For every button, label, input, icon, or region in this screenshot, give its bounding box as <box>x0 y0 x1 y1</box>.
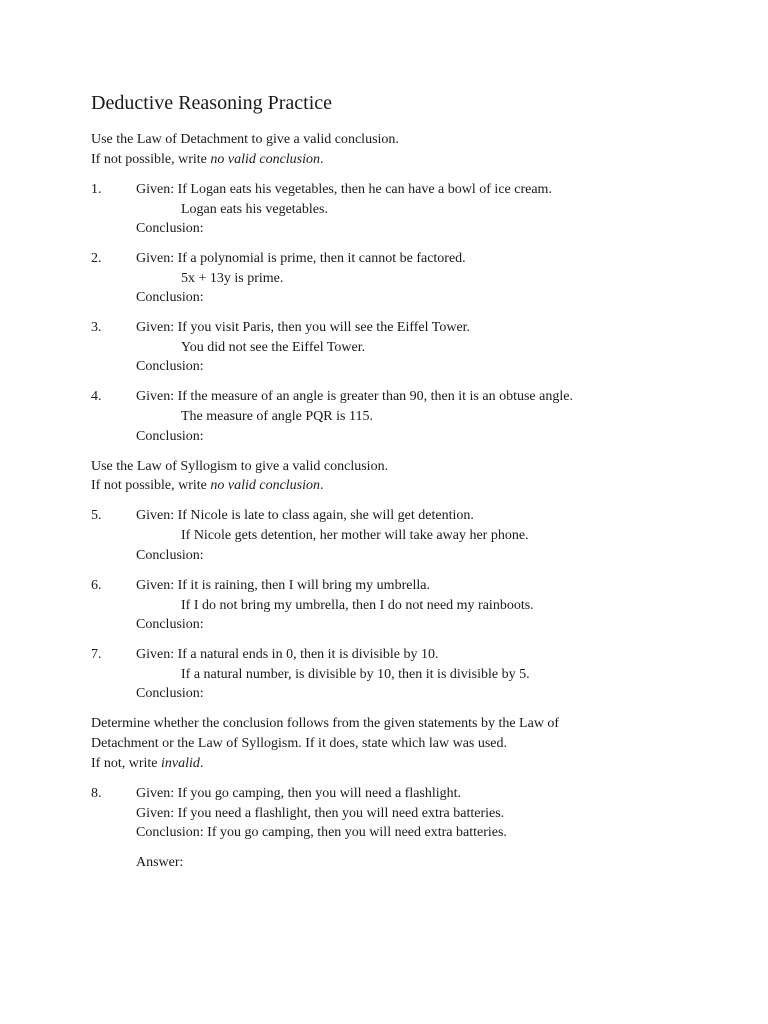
problem-number: 2. <box>91 251 102 266</box>
problem-number: 7. <box>91 647 102 662</box>
problem-second-statement: If I do not bring my umbrella, then I do not need my rainboots. <box>181 598 534 613</box>
problem-given: Given: If you go camping, then you will need a flashlight. <box>136 786 462 801</box>
section1-instruction-alt: If not possible, write no valid conclusion. <box>91 152 324 167</box>
problem-second-statement: The measure of angle PQR is 115. <box>181 409 373 424</box>
problem-given: Given: If Logan eats his vegetables, then he can have a bowl of ice cream. <box>136 182 552 197</box>
problem-number: 8. <box>91 786 102 801</box>
problem-second-statement: 5x + 13y is prime. <box>181 271 284 286</box>
problem-given: Given: If the measure of an angle is greater than 90, then it is an obtuse angle. <box>136 389 573 404</box>
problem-second-statement: Logan eats his vegetables. <box>181 202 328 217</box>
answer-label: Answer: <box>136 855 184 870</box>
problem-second-statement: You did not see the Eiffel Tower. <box>181 340 366 355</box>
problem-conclusion-label: Conclusion: <box>136 290 204 305</box>
section2-instruction: Use the Law of Syllogism to give a valid conclusion. <box>91 459 389 474</box>
problem-number: 5. <box>91 508 102 523</box>
problem-conclusion-label: Conclusion: <box>136 617 204 632</box>
problem-given: Given: If Nicole is late to class again, she will get detention. <box>136 508 474 523</box>
problem-given: Given: If a polynomial is prime, then it cannot be factored. <box>136 251 466 266</box>
problem-given: Given: If a natural ends in 0, then it is divisible by 10. <box>136 647 439 662</box>
problem-number: 4. <box>91 389 102 404</box>
problem-given-second: Given: If you need a flashlight, then you will need extra batteries. <box>136 806 505 821</box>
problem-given: Given: If it is raining, then I will bring my umbrella. <box>136 578 430 593</box>
problem-conclusion-label: Conclusion: <box>136 686 204 701</box>
problem-second-statement: If Nicole gets detention, her mother will take away her phone. <box>181 528 529 543</box>
problem-number: 3. <box>91 320 102 335</box>
section2-instruction-alt: If not possible, write no valid conclusion. <box>91 478 324 493</box>
section3-instruction: Determine whether the conclusion follows from the given statements by the Law of <box>91 716 560 731</box>
problem-conclusion-label: Conclusion: <box>136 221 204 236</box>
section1-instruction: Use the Law of Detachment to give a valid conclusion. <box>91 132 399 147</box>
problem-number: 1. <box>91 182 102 197</box>
problem-number: 6. <box>91 578 102 593</box>
page-title: Deductive Reasoning Practice <box>91 92 333 114</box>
problem-given: Given: If you visit Paris, then you will see the Eiffel Tower. <box>136 320 471 335</box>
problem-conclusion-label: Conclusion: <box>136 429 204 444</box>
problem-conclusion-label: Conclusion: <box>136 359 204 374</box>
section3-instruction-cont: Detachment or the Law of Syllogism. If it does, state which law was used. <box>91 736 508 751</box>
section3-instruction-alt: If not, write invalid. <box>91 756 204 771</box>
problem-conclusion: Conclusion: If you go camping, then you will need extra batteries. <box>136 825 507 840</box>
problem-conclusion-label: Conclusion: <box>136 548 204 563</box>
problem-second-statement: If a natural number, is divisible by 10, then it is divisible by 5. <box>181 667 530 682</box>
